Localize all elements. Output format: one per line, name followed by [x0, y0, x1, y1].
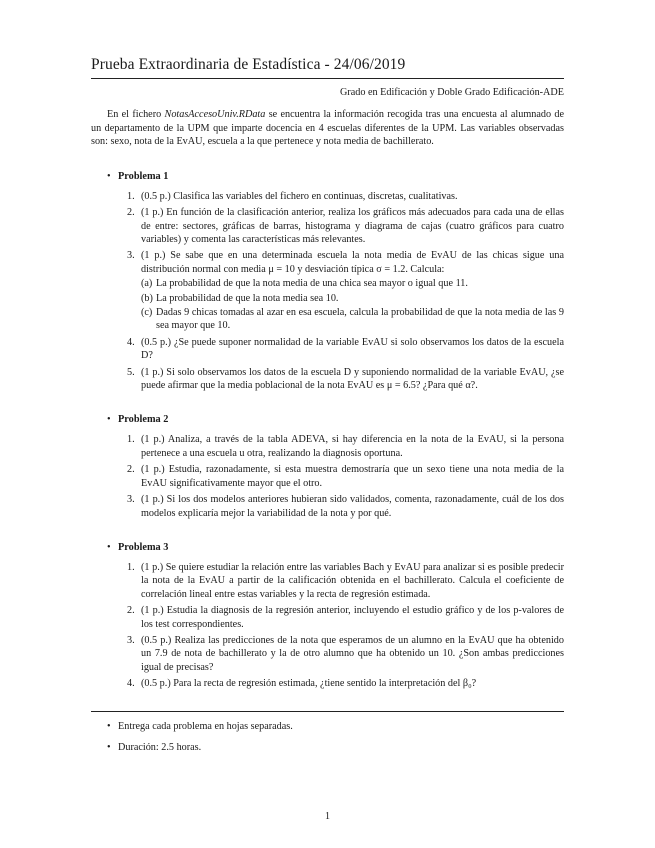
question-item: [127, 604, 564, 631]
intro-after: se encuentra la información recogida tras una encuesta al alumnado de un departamento de la UPM que imparte docencia en 4 escuelas diferentes de la UPM. Las variables observadas son: sexo, nota de la EvAU, escuela a la que pertenece y nota media de bachillerato.: [91, 109, 564, 148]
footer-rule: [91, 711, 564, 712]
notes-list: [91, 720, 564, 754]
problem-heading: [91, 171, 564, 182]
question-number: 1.: [127, 190, 135, 202]
subquestion-text: Dadas 9 chicas tomadas al azar en esa escuela, calcula la probabilidad de que la nota media de las 9 sea mayor que 10.: [156, 307, 564, 332]
question-text: (1 p.) Estudia, razonadamente, si esta muestra demostraría que un sexo tiene una nota media de la EvAU significativamente mayor que el otro.: [141, 464, 564, 489]
data-filename: NotasAccesoUniv.RData: [164, 109, 266, 120]
question-item: [127, 493, 564, 520]
question-item: [127, 677, 564, 690]
problem-title: Problema 3: [118, 541, 169, 553]
title-rule: [91, 78, 564, 79]
intro-paragraph: [91, 108, 564, 149]
question-list: [91, 433, 564, 519]
question-number: 4.: [127, 336, 135, 348]
question-item: [127, 366, 564, 393]
question-item: [127, 634, 564, 674]
bullet-icon: •: [107, 414, 111, 426]
subquestion-letter: (a): [141, 278, 153, 290]
subquestion-letter: (c): [141, 307, 153, 319]
question-number: 5.: [127, 366, 135, 378]
question-text: (0.5 p.) Realiza las predicciones de la nota que esperamos de un alumno en la EvAU que ha obtenido un 7.9 de nota de bachillerato y la de otro alumno que ha obtenido un 10. ¿Son ambas predicciones igual de precisas?: [141, 634, 564, 673]
question-text: (1 p.) Estudia la diagnosis de la regresión anterior, incluyendo el estudio gráfico y de los p-valores de los test correspondientes.: [141, 605, 564, 630]
question-list: [91, 190, 564, 393]
question-text: (1 p.) Si solo observamos los datos de la escuela D y suponiendo normalidad de la variable EvAU, ¿se puede afirmar que la media poblacional de la nota EvAU es μ = 6.5? ¿Para qué α?.: [141, 366, 564, 392]
question-text: (1 p.) Se sabe que en una determinada escuela la nota media de EvAU de las chicas sigue una distribución normal con media μ = 10 y desviación típica σ = 1.2. Calcula:: [141, 250, 564, 275]
problem-section: [91, 414, 564, 519]
question-number: 1.: [127, 561, 135, 573]
subquestion-item: [141, 292, 564, 305]
question-number: 2.: [127, 207, 135, 219]
note-item: [91, 720, 564, 733]
bullet-icon: •: [107, 170, 111, 182]
problem-title: Problema 1: [118, 170, 169, 182]
subquestion-letter: (b): [141, 292, 153, 304]
problem-section: [91, 542, 564, 691]
subquestion-text: La probabilidad de que la nota media de una chica sea mayor o igual que 11.: [156, 278, 468, 290]
problems-section: [91, 171, 564, 691]
exam-page: [91, 56, 564, 762]
note-item: [91, 741, 564, 754]
question-number: 4.: [127, 678, 135, 690]
question-number: 3.: [127, 250, 135, 262]
question-text: (1 p.) Analiza, a través de la tabla ADEVA, si hay diferencia en la nota de la EvAU, si la persona pertenece a una escuela u otra, realizando la diagnosis oportuna.: [141, 434, 564, 459]
question-item: [127, 249, 564, 332]
question-item: [127, 206, 564, 246]
bullet-icon: •: [107, 741, 111, 753]
intro-before: En el fichero: [107, 109, 165, 120]
page-number: 1: [325, 811, 330, 822]
note-text: Entrega cada problema en hojas separadas.: [118, 720, 293, 732]
question-number: 3.: [127, 494, 135, 506]
question-item: [127, 561, 564, 601]
bullet-icon: •: [107, 541, 111, 553]
question-text: (1 p.) Si los dos modelos anteriores hubieran sido validados, comenta, razonadamente, cuál de los dos modelos explicaría mejor la variabilidad de la nota y por qué.: [141, 494, 564, 519]
problem-heading: [91, 414, 564, 425]
bullet-icon: •: [107, 720, 111, 732]
question-item: [127, 190, 564, 203]
question-number: 1.: [127, 434, 135, 446]
question-list: [91, 561, 564, 691]
question-text: (1 p.) Se quiere estudiar la relación entre las variables Bach y EvAU para analizar si es posible predecir la nota de la EvAU a partir de la calificación obtenida en el bachillerato. Calcula el coeficiente de correlación lineal entre estas variables y la recta de regresión estimada.: [141, 561, 564, 600]
subquestion-item: [141, 277, 564, 290]
note-text: Duración: 2.5 horas.: [118, 741, 202, 753]
question-text: (1 p.) En función de la clasificación anterior, realiza los gráficos más adecuados para cada una de ellas de entre: sectores, gráficas de barras, histograma y diagrama de cajas (cuatro gráficos para cuatro variables) y comenta las características más relevantes.: [141, 207, 564, 245]
degree-subtitle: Grado en Edificación y Doble Grado Edificación-ADE: [339, 87, 564, 98]
question-text: (0.5 p.) Clasifica las variables del fichero en continuas, discretas, cualitativas.: [141, 190, 458, 202]
question-number: 3.: [127, 634, 135, 646]
problem-title: Problema 2: [118, 414, 169, 426]
subquestion-list: [141, 277, 564, 333]
question-text: (0.5 p.) Para la recta de regresión estimada, ¿tiene sentido la interpretación del β₀?: [141, 678, 477, 690]
question-number: 2.: [127, 464, 135, 476]
problem-heading: [91, 542, 564, 553]
subquestion-item: [141, 306, 564, 333]
question-number: 2.: [127, 605, 135, 617]
exam-title: Prueba Extraordinaria de Estadística - 24/06/2019: [91, 56, 406, 73]
question-text: (0.5 p.) ¿Se puede suponer normalidad de la variable EvAU si solo observamos los datos de la escuela D?: [141, 336, 564, 362]
problem-section: [91, 171, 564, 393]
question-item: [127, 433, 564, 460]
question-item: [127, 336, 564, 363]
question-item: [127, 463, 564, 490]
subquestion-text: La probabilidad de que la nota media sea 10.: [156, 292, 339, 304]
